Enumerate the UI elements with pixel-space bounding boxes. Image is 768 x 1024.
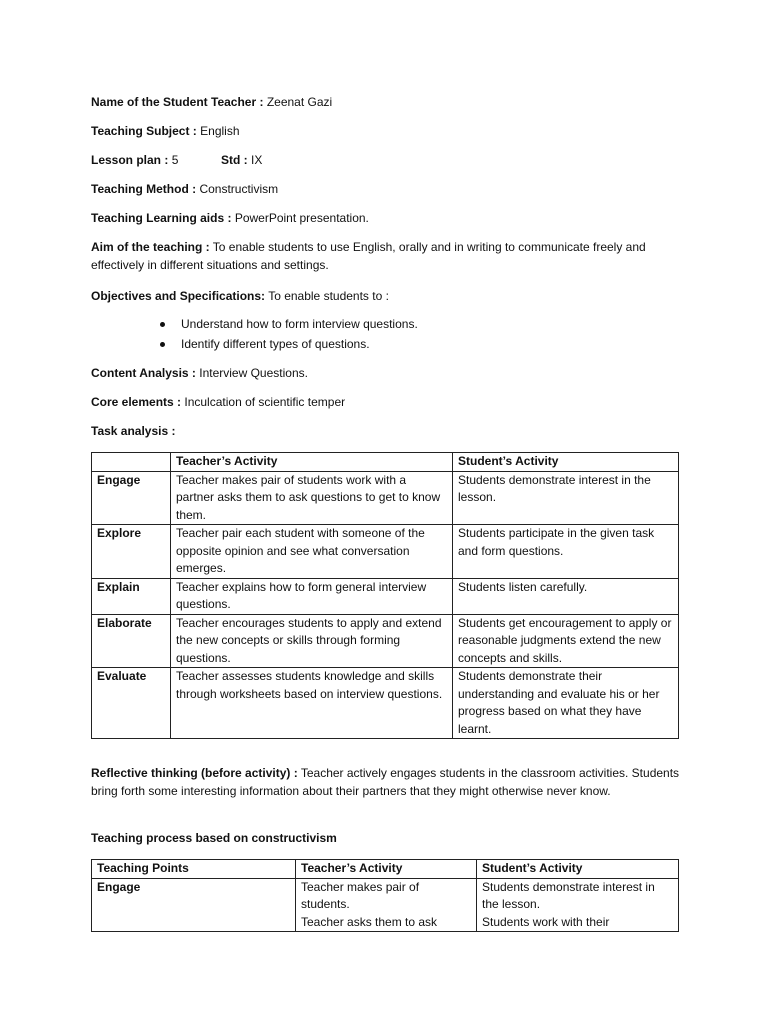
- student-activity-line: Students work with their: [482, 914, 610, 929]
- table-row: [92, 878, 679, 932]
- aim-label: Aim of the teaching :: [91, 240, 210, 254]
- objectives-heading: [91, 287, 389, 305]
- table-header-cell: Teacher’s Activity: [171, 453, 453, 472]
- teacher-activity-line: Teacher asks them to ask: [301, 914, 438, 929]
- subject-label: Teaching Subject :: [91, 124, 197, 138]
- table-row: [92, 525, 679, 579]
- teaching-process-table: [91, 859, 679, 932]
- objectives-label: Objectives and Specifications:: [91, 289, 266, 303]
- reflective-thinking: [91, 764, 681, 800]
- phase-cell: Evaluate: [92, 668, 171, 739]
- student-activity-line: Students demonstrate interest in the lesson.: [482, 879, 655, 911]
- student-activity-cell: Students participate in the given task and form questions.: [453, 525, 679, 579]
- table-row: [92, 668, 679, 739]
- task-analysis-label: Task analysis :: [91, 424, 176, 438]
- teacher-activity-cell: [296, 878, 477, 932]
- teaching-aids: [91, 209, 369, 227]
- student-activity-cell: Students demonstrate their understanding and evaluate his or her progress based on what they have learnt.: [453, 668, 679, 739]
- teaching-point-cell: Engage: [92, 878, 296, 932]
- reflective-value: Teacher actively engages students in the classroom activities. Students bring forth some interesting information about their partners that they might otherwise never know.: [91, 766, 680, 798]
- aim-of-teaching: [91, 238, 681, 274]
- phase-cell: Engage: [92, 471, 171, 525]
- teacher-activity-cell: Teacher assesses students knowledge and skills through worksheets based on interview questions.: [171, 668, 453, 739]
- student-activity-cell: Students demonstrate interest in the lesson.: [453, 471, 679, 525]
- phase-cell: Explain: [92, 578, 171, 614]
- table-header-cell: Teaching Points: [92, 860, 296, 879]
- reflective-label: Reflective thinking (before activity) :: [91, 766, 298, 780]
- aim-value: To enable students to use English, orally and in writing to communicate freely and effectively in different situations and settings.: [91, 240, 646, 272]
- teacher-activity-line: Teacher makes pair of students.: [301, 879, 420, 911]
- core-label: Core elements :: [91, 395, 182, 409]
- core-value: Inculcation of scientific temper: [184, 395, 346, 409]
- objectives-list: [160, 315, 418, 354]
- lesson-value: 5: [171, 153, 179, 167]
- lesson-label: Lesson plan :: [91, 153, 169, 167]
- content-analysis: [91, 364, 308, 382]
- student-teacher-name: [91, 93, 332, 111]
- objectives-value: To enable students to :: [268, 289, 389, 303]
- student-activity-cell: [477, 878, 679, 932]
- teacher-activity-cell: Teacher makes pair of students work with a partner asks them to ask questions to get to know them.: [171, 471, 453, 525]
- name-label: Name of the Student Teacher :: [91, 95, 264, 109]
- teacher-activity-cell: Teacher pair each student with someone of the opposite opinion and see what conversation emerges.: [171, 525, 453, 579]
- teaching-subject: [91, 122, 240, 140]
- table-header-cell: [92, 453, 171, 472]
- method-value: Constructivism: [199, 182, 279, 196]
- phase-cell: Elaborate: [92, 614, 171, 668]
- objective-item: Identify different types of questions.: [160, 335, 418, 355]
- table-row: [92, 614, 679, 668]
- teacher-activity-cell: Teacher encourages students to apply and extend the new concepts or skills through forming questions.: [171, 614, 453, 668]
- aids-label: Teaching Learning aids :: [91, 211, 232, 225]
- table-row: [92, 471, 679, 525]
- teacher-activity-cell: Teacher explains how to form general interview questions.: [171, 578, 453, 614]
- student-activity-cell: Students get encouragement to apply or reasonable judgments extend the new concepts and skills.: [453, 614, 679, 668]
- name-value: Zeenat Gazi: [266, 95, 333, 109]
- core-elements: [91, 393, 345, 411]
- student-activity-cell: Students listen carefully.: [453, 578, 679, 614]
- phase-cell: Explore: [92, 525, 171, 579]
- table-header-row: [92, 860, 679, 879]
- table-row: [92, 578, 679, 614]
- lesson-plan-number: [91, 151, 178, 169]
- task-analysis-table: [91, 452, 679, 739]
- std-value: IX: [251, 153, 263, 167]
- content-value: Interview Questions.: [199, 366, 308, 380]
- table-header-row: [92, 453, 679, 472]
- method-label: Teaching Method :: [91, 182, 197, 196]
- content-label: Content Analysis :: [91, 366, 196, 380]
- objective-item: Understand how to form interview questions.: [160, 315, 418, 335]
- std-label: Std :: [221, 153, 248, 167]
- table-header-cell: Student’s Activity: [453, 453, 679, 472]
- aids-value: PowerPoint presentation.: [234, 211, 369, 225]
- teaching-process-heading: Teaching process based on constructivism: [91, 831, 337, 845]
- teaching-method: [91, 180, 278, 198]
- table-header-cell: Student’s Activity: [477, 860, 679, 879]
- standard: [221, 151, 262, 169]
- subject-value: English: [200, 124, 240, 138]
- table-header-cell: Teacher’s Activity: [296, 860, 477, 879]
